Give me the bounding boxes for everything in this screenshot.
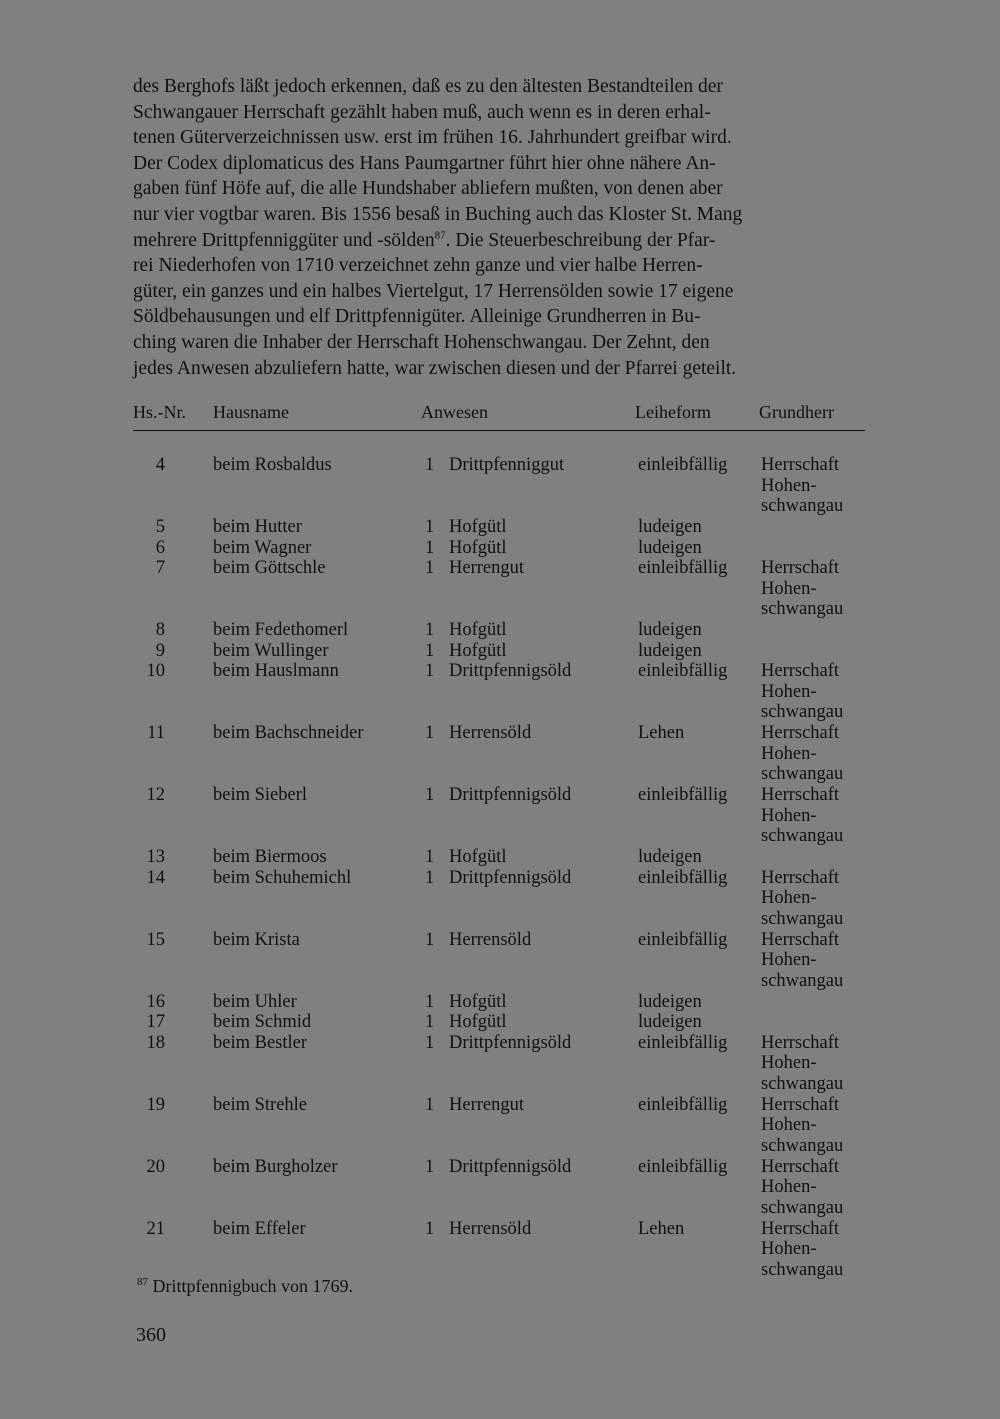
header-house-name: Hausname (213, 402, 289, 422)
house-number-cell: 7 (155, 558, 165, 578)
quantity-cell: 1 (425, 517, 435, 537)
landlord-cell (761, 1095, 871, 1157)
house-name-cell: beim Uhler (213, 991, 297, 1012)
property-type-cell: Hofgütl (449, 620, 507, 640)
text-fragment: mehrere Drittpfenniggüter und -sölden (133, 229, 435, 251)
house-name-cell: beim Hutter (213, 517, 302, 537)
tenure-cell: einleibfällig (638, 867, 728, 888)
landlord-line: schwangau (761, 599, 844, 619)
footnote (137, 1276, 353, 1297)
footnote-text: Drittpfennigbuch von 1769. (152, 1276, 353, 1296)
quantity-cell: 1 (425, 620, 435, 640)
quantity-cell: 1 (425, 1032, 435, 1053)
house-name-cell: beim Schmid (213, 1012, 312, 1032)
tenure-cell: ludeigen (638, 640, 702, 661)
property-type-cell: Drittpfennigsöld (449, 867, 572, 888)
house-number-cell: 17 (146, 1012, 165, 1032)
house-number-cell: 11 (147, 723, 165, 743)
landlord-line: schwangau (761, 1197, 844, 1218)
property-type-cell: Hofgütl (449, 537, 507, 558)
landlord-line: schwangau (761, 1135, 844, 1156)
tenure-cell: einleibfällig (638, 1032, 728, 1053)
property-type-cell: Hofgütl (449, 991, 507, 1012)
landlord-line: Herrschaft (761, 785, 840, 805)
property-type-cell: Drittpfennigsöld (449, 1032, 572, 1053)
property-type-cell: Drittpfennigsöld (449, 661, 572, 681)
house-number-cell: 12 (146, 785, 165, 805)
quantity-cell: 1 (425, 991, 435, 1012)
text-line: Söldbehausungen und elf Drittpfennigüter. Alleinige Grundherren in Bu- (133, 306, 701, 328)
landlord-cell (761, 455, 871, 517)
landlord-line: Hohen- (761, 475, 817, 496)
house-name-cell: beim Fedethomerl (213, 620, 349, 640)
landlord-line: Herrschaft (761, 1156, 840, 1177)
text-line: Der Codex diplomaticus des Hans Paumgartner führt hier ohne nähere An- (133, 152, 716, 174)
house-number-cell: 6 (155, 537, 165, 558)
house-name-cell: beim Wagner (213, 537, 312, 558)
landlord-line: Hohen- (761, 950, 817, 970)
landlord-line: Herrschaft (761, 929, 840, 950)
property-type-cell: Herrengut (449, 558, 524, 578)
house-number-cell: 15 (146, 929, 165, 950)
property-type-cell: Herrensöld (449, 1218, 532, 1239)
quantity-cell: 1 (425, 785, 435, 805)
property-table (133, 398, 865, 1280)
tenure-cell: ludeigen (638, 517, 702, 537)
house-name-cell: beim Göttschle (213, 558, 326, 578)
landlord-line: Hohen- (761, 743, 817, 764)
tenure-cell: einleibfällig (638, 1094, 728, 1115)
text-line: nur vier vogtbar waren. Bis 1556 besaß in Buching auch das Kloster St. Mang (133, 203, 743, 225)
quantity-cell: 1 (425, 1094, 435, 1115)
text-line: jedes Anwesen abzuliefern hatte, war zwischen diesen und der Pfarrei geteilt. (133, 357, 737, 379)
property-type-cell: Drittpfennigsöld (449, 785, 572, 805)
house-number-cell: 9 (155, 640, 165, 661)
landlord-line: Herrschaft (761, 1218, 840, 1239)
property-type-cell: Hofgütl (449, 1012, 507, 1032)
quantity-cell: 1 (425, 558, 435, 578)
property-type-cell: Herrensöld (449, 929, 532, 950)
tenure-cell: ludeigen (638, 537, 702, 558)
quantity-cell: 1 (425, 1218, 435, 1239)
landlord-line: Herrschaft (761, 455, 840, 475)
house-name-cell: beim Rosbaldus (213, 455, 332, 475)
tenure-cell: ludeigen (638, 991, 702, 1012)
landlord-line: schwangau (761, 764, 844, 784)
house-number-cell: 20 (146, 1156, 165, 1177)
landlord-line: Hohen- (761, 1115, 817, 1135)
landlord-line: schwangau (761, 970, 844, 991)
landlord-line: Hohen- (761, 1239, 817, 1259)
tenure-cell: einleibfällig (638, 1156, 728, 1177)
tenure-cell: einleibfällig (638, 558, 728, 578)
house-name-cell: beim Burgholzer (213, 1156, 338, 1177)
landlord-line: Hohen- (761, 578, 817, 599)
house-name-cell: beim Effeler (213, 1218, 306, 1239)
house-number-cell: 4 (155, 455, 165, 475)
landlord-cell (761, 1033, 871, 1095)
quantity-cell: 1 (425, 1156, 435, 1177)
tenure-cell: Lehen (638, 1218, 685, 1239)
tenure-cell: einleibfällig (638, 661, 728, 681)
landlord-cell (761, 1219, 871, 1281)
property-type-cell: Drittpfennigsöld (449, 1156, 572, 1177)
landlord-cell (761, 785, 871, 847)
footnote-mark: 87 (137, 1276, 148, 1288)
text-line: des Berghofs läßt jedoch erkennen, daß es zu den ältesten Bestandteilen der (133, 76, 723, 97)
landlord-line: schwangau (761, 826, 844, 846)
property-type-cell: Herrensöld (449, 723, 532, 743)
text-line: Schwangauer Herrschaft gezählt haben muß, auch wenn es in deren erhal- (133, 101, 711, 123)
tenure-cell: einleibfällig (638, 455, 728, 475)
tenure-cell: ludeigen (638, 1012, 702, 1032)
quantity-cell: 1 (425, 929, 435, 950)
house-name-cell: beim Bachschneider (213, 723, 364, 743)
header-tenure: Leiheform (635, 402, 711, 422)
house-name-cell: beim Hauslmann (213, 661, 339, 681)
quantity-cell: 1 (425, 661, 435, 681)
landlord-line: Hohen- (761, 1177, 817, 1197)
text-line: gaben fünf Höfe auf, die alle Hundshaber abliefern mußten, von denen aber (133, 178, 723, 200)
quantity-cell: 1 (425, 1012, 435, 1032)
quantity-cell: 1 (425, 455, 435, 475)
table-header (133, 398, 865, 431)
header-property: Anwesen (421, 402, 488, 422)
quantity-cell: 1 (425, 537, 435, 558)
landlord-line: schwangau (761, 1073, 844, 1094)
landlord-line: Hohen- (761, 1053, 817, 1073)
landlord-line: schwangau (761, 496, 844, 516)
house-number-cell: 14 (146, 867, 165, 888)
landlord-cell (761, 558, 871, 620)
house-name-cell: beim Biermoos (213, 847, 327, 867)
landlord-line: Herrschaft (761, 1032, 840, 1053)
quantity-cell: 1 (425, 867, 435, 888)
text-line: rei Niederhofen von 1710 verzeichnet zehn ganze und vier halbe Herren- (133, 255, 703, 277)
property-type-cell: Hofgütl (449, 640, 507, 661)
house-number-cell: 21 (146, 1218, 165, 1239)
house-number-cell: 19 (146, 1094, 165, 1115)
landlord-line: schwangau (761, 702, 844, 722)
text-line: tenen Güterverzeichnissen usw. erst im frühen 16. Jahrhundert greifbar wird. (133, 127, 732, 149)
house-name-cell: beim Krista (213, 929, 300, 950)
landlord-line: Herrschaft (761, 867, 840, 888)
tenure-cell: ludeigen (638, 847, 702, 867)
landlord-line: Hohen- (761, 681, 817, 702)
house-number-cell: 13 (146, 847, 165, 867)
house-number-cell: 5 (155, 517, 165, 537)
landlord-line: Herrschaft (761, 723, 840, 743)
landlord-cell (761, 661, 871, 723)
landlord-line: schwangau (761, 1259, 844, 1280)
landlord-cell (761, 723, 871, 785)
property-type-cell: Hofgütl (449, 517, 507, 537)
house-number-cell: 8 (155, 620, 165, 640)
landlord-line: Hohen- (761, 888, 817, 908)
landlord-line: Hohen- (761, 805, 817, 826)
tenure-cell: einleibfällig (638, 929, 728, 950)
body-paragraph (133, 74, 863, 381)
tenure-cell: ludeigen (638, 620, 702, 640)
landlord-line: Herrschaft (761, 558, 840, 578)
landlord-line: Herrschaft (761, 1094, 840, 1115)
landlord-cell (761, 1157, 871, 1219)
header-landlord: Grundherr (759, 402, 834, 422)
house-number-cell: 16 (146, 991, 165, 1012)
house-name-cell: beim Wullinger (213, 640, 329, 661)
quantity-cell: 1 (425, 723, 435, 743)
house-number-cell: 10 (146, 661, 165, 681)
tenure-cell: Lehen (638, 723, 685, 743)
property-type-cell: Herrengut (449, 1094, 524, 1115)
tenure-cell: einleibfällig (638, 785, 728, 805)
landlord-cell (761, 868, 871, 930)
quantity-cell: 1 (425, 847, 435, 867)
landlord-cell (761, 930, 871, 992)
property-type-cell: Drittpfenniggut (449, 455, 565, 475)
house-number-cell: 18 (146, 1032, 165, 1053)
landlord-line: Herrschaft (761, 661, 840, 681)
house-name-cell: beim Strehle (213, 1094, 308, 1115)
landlord-line: schwangau (761, 908, 844, 929)
house-name-cell: beim Bestler (213, 1032, 308, 1053)
text-line: güter, ein ganzes und ein halbes Viertelgut, 17 Herrensölden sowie 17 eigene (133, 280, 734, 302)
quantity-cell: 1 (425, 640, 435, 661)
house-name-cell: beim Sieberl (213, 785, 308, 805)
text-line (133, 228, 863, 254)
text-fragment: . Die Steuerbeschreibung der Pfar- (445, 229, 716, 251)
footnote-reference: 87 (434, 229, 446, 242)
page-number: 360 (136, 1324, 166, 1346)
property-type-cell: Hofgütl (449, 847, 507, 867)
header-house-number: Hs.-Nr. (133, 402, 186, 422)
house-name-cell: beim Schuhemichl (213, 867, 352, 888)
text-line: ching waren die Inhaber der Herrschaft Hohenschwangau. Der Zehnt, den (133, 331, 710, 353)
